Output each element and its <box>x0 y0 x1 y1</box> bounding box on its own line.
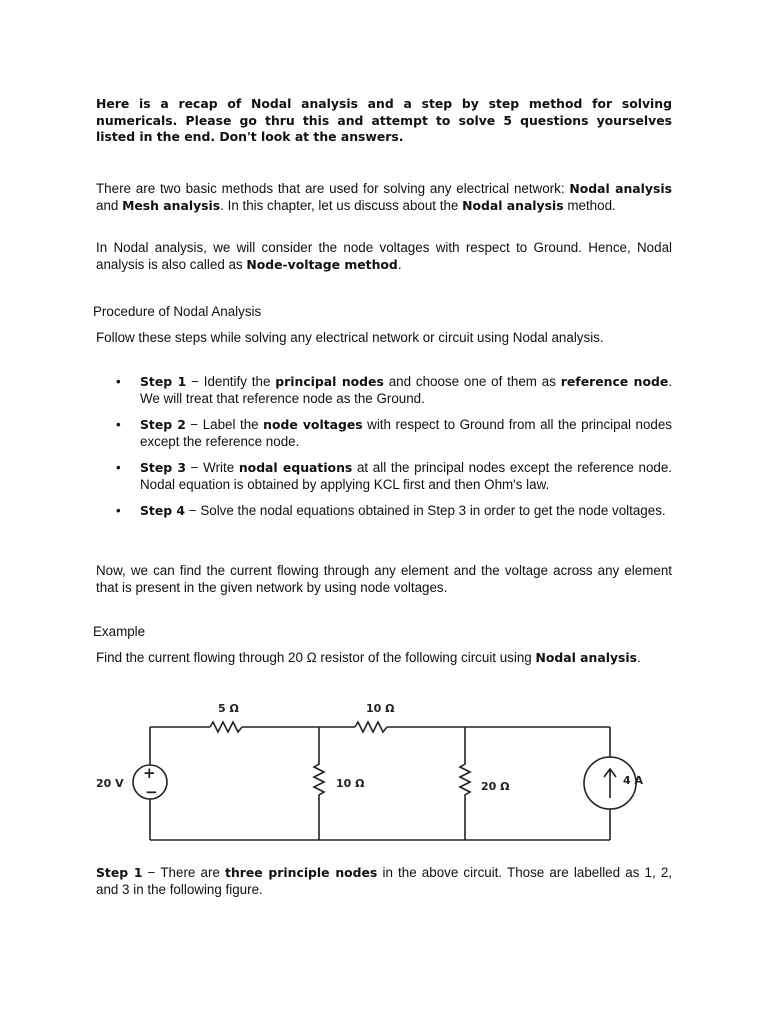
procedure-heading: Procedure of Nodal Analysis <box>93 304 262 319</box>
list-item <box>96 502 672 519</box>
resistor-10-ohm-shunt <box>314 727 324 840</box>
resistor-5-ohm-label: 5 Ω <box>218 702 239 715</box>
bold-term: nodal equations <box>238 460 353 475</box>
text: − Write <box>186 460 239 475</box>
step-label: Step 2 <box>140 417 186 432</box>
text: method. <box>563 198 616 213</box>
bullet-icon: • <box>116 417 121 432</box>
conclusion-paragraph: Now, we can find the current flowing through any element and the voltage across any element that is present in the given network by using node voltages. <box>96 563 672 595</box>
bold-term: three principle nodes <box>225 865 378 880</box>
resistor-10-ohm-shunt-label: 10 Ω <box>336 777 365 790</box>
methods-paragraph <box>96 180 672 214</box>
text: and choose one of them as <box>383 374 561 389</box>
resistor-10-ohm-series <box>355 722 387 732</box>
intro-paragraph: Here is a recap of Nodal analysis and a step by step method for solving numericals. Please go thru this and attempt to solve 5 questions yourselves listed in the end. Don't look at the answers. <box>96 96 672 144</box>
circuit-diagram <box>90 692 650 852</box>
step-label: Step 4 <box>140 503 186 518</box>
bold-term: Nodal analysis <box>462 198 564 213</box>
text: In Nodal analysis, we will consider the node voltages with respect to Ground. Hence, Nodal analysis is also called as <box>96 240 672 272</box>
bold-term: Nodal analysis <box>569 181 672 196</box>
step-label: Step 3 <box>140 460 187 475</box>
step-label: Step 1 <box>96 865 143 880</box>
text: Find the current flowing through 20 Ω resistor of the following circuit using <box>96 650 536 665</box>
plus-sign: + <box>143 764 156 782</box>
bold-term: reference node <box>560 374 669 389</box>
text: − Solve the nodal equations obtained in Step 3 in order to get the node voltages. <box>185 503 666 518</box>
text: . In this chapter, let us discuss about the <box>220 198 463 213</box>
resistor-5-ohm <box>210 722 242 732</box>
text: − Identify the <box>186 374 276 389</box>
text: . <box>637 650 641 665</box>
step1-paragraph <box>96 864 672 898</box>
bold-term: Nodal analysis <box>535 650 638 665</box>
step-label: Step 1 <box>140 374 187 389</box>
example-heading: Example <box>93 624 146 639</box>
text: with respect to Ground from all the principal nodes except the reference node. <box>140 417 672 449</box>
resistor-20-ohm <box>460 727 470 840</box>
list-item <box>96 416 672 450</box>
text: − There are <box>142 865 226 880</box>
bullet-icon: • <box>116 374 121 389</box>
text: − Label the <box>185 417 264 432</box>
bold-term: principal nodes <box>275 374 384 389</box>
current-source-label: 4 A <box>623 774 643 787</box>
node-voltage-paragraph <box>96 239 672 273</box>
resistor-10-ohm-series-label: 10 Ω <box>366 702 395 715</box>
bold-term: Mesh analysis <box>122 198 221 213</box>
bullet-icon: • <box>116 503 121 518</box>
arrow-up-icon <box>604 769 616 798</box>
list-item <box>96 373 672 407</box>
resistor-20-ohm-label: 20 Ω <box>481 780 510 793</box>
text: in the above circuit. Those are labelled as 1, 2, and 3 in the following figure. <box>96 865 672 897</box>
example-question <box>96 649 672 666</box>
procedure-intro: Follow these steps while solving any electrical network or circuit using Nodal analysis. <box>96 330 604 345</box>
bold-term: node voltages <box>263 417 363 432</box>
text: . <box>397 257 402 272</box>
bullet-icon: • <box>116 460 121 475</box>
bold-term: Node-voltage method <box>246 257 398 272</box>
text: and <box>96 198 123 213</box>
text: . We will treat that reference node as the Ground. <box>140 374 672 406</box>
text: There are two basic methods that are used for solving any electrical network: <box>96 181 570 196</box>
voltage-source-label: 20 V <box>96 777 124 790</box>
minus-sign: − <box>145 783 158 801</box>
list-item <box>96 459 672 493</box>
text: at all the principal nodes except the reference node. Nodal equation is obtained by applying KCL first and then Ohm's law. <box>140 460 673 492</box>
steps-list <box>96 373 672 528</box>
